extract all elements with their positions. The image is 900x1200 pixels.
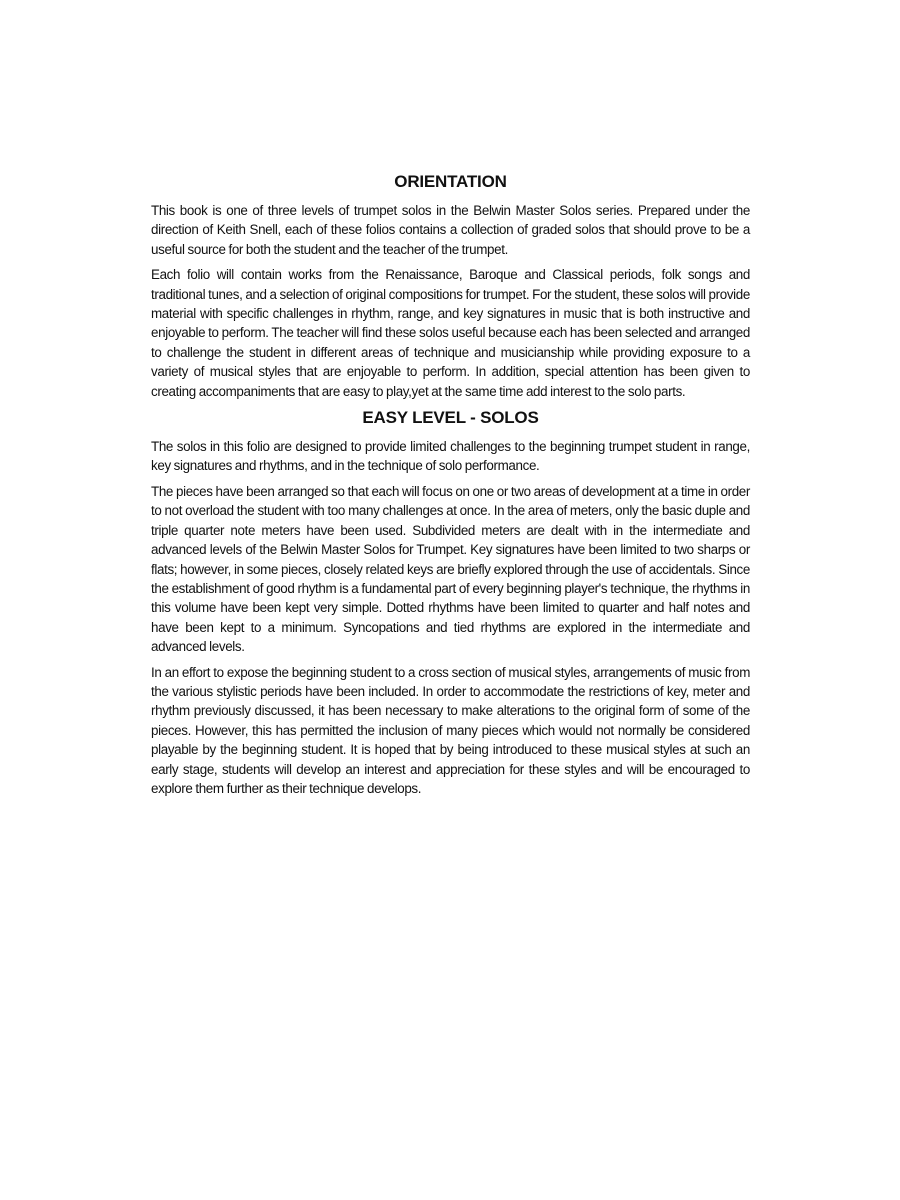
easy-level-paragraph-2: The pieces have been arranged so that each will focus on one or two areas of development at a time in order to not overload the student with too many challenges at once. In the area of meters, only the basic duple and triple quarter note meters have been used. Subdivided meters are dealt with in the intermediate and advanced levels of the Belwin Master Solos for Trumpet. Key signatures have been limited to two sharps or flats; however, in some pieces, closely related keys are briefly explored through the use of accidentals. Since the establishment of good rhythm is a fundamental part of every beginning player's technique, the rhythms in this volume have been kept very simple. Dotted rhythms have been limited to quarter and half notes and have been kept to a minimum. Syncopations and tied rhythms are explored in the intermediate and advanced levels.	[151, 483, 750, 655]
orientation-paragraph-2: Each folio will contain works from the Renaissance, Baroque and Classical periods, folk songs and traditional tunes, and a selection of original compositions for trumpet. For the student, these solos will provide material with specific challenges in rhythm, range, and key signatures in music that is both instructive and enjoyable to perform. The teacher will find these solos useful because each has been selected and arranged to challenge the student in different areas of technique and musicianship while providing exposure to a variety of musical styles that are enjoyable to perform. In addition, special attention has been given to creating accompaniments that are easy to play,yet at the same time add interest to the solo parts.	[151, 267, 750, 399]
easy-level-heading: EASY LEVEL - SOLOS	[362, 408, 539, 428]
easy-level-paragraph-3: In an effort to expose the beginning student to a cross section of musical styles, arrangements of music from the various stylistic periods have been included. In order to accommodate the restrictions of key, meter and rhythm previously discussed, it has been necessary to make alterations to the original form of some of the pieces. However, this has permitted the inclusion of many pieces which would not normally be considered playable by the beginning student. It is hoped that by being introduced to these musical styles at such an early stage, students will develop an interest and appreciation for these styles and will be encouraged to explore them further as their technique develops.	[151, 664, 750, 796]
orientation-heading: ORIENTATION	[394, 172, 507, 191]
orientation-paragraph-1: This book is one of three levels of trumpet solos in the Belwin Master Solos series. Prepared under the direction of Keith Snell, each of these folios contains a collection of graded solos that should prove to be a useful source for both the student and the teacher of the trumpet.	[151, 203, 750, 257]
easy-level-paragraph-1: The solos in this folio are designed to provide limited challenges to the beginning trumpet student in range, key signatures and rhythms, and in the technique of solo performance.	[151, 439, 750, 474]
document-page	[151, 171, 750, 804]
